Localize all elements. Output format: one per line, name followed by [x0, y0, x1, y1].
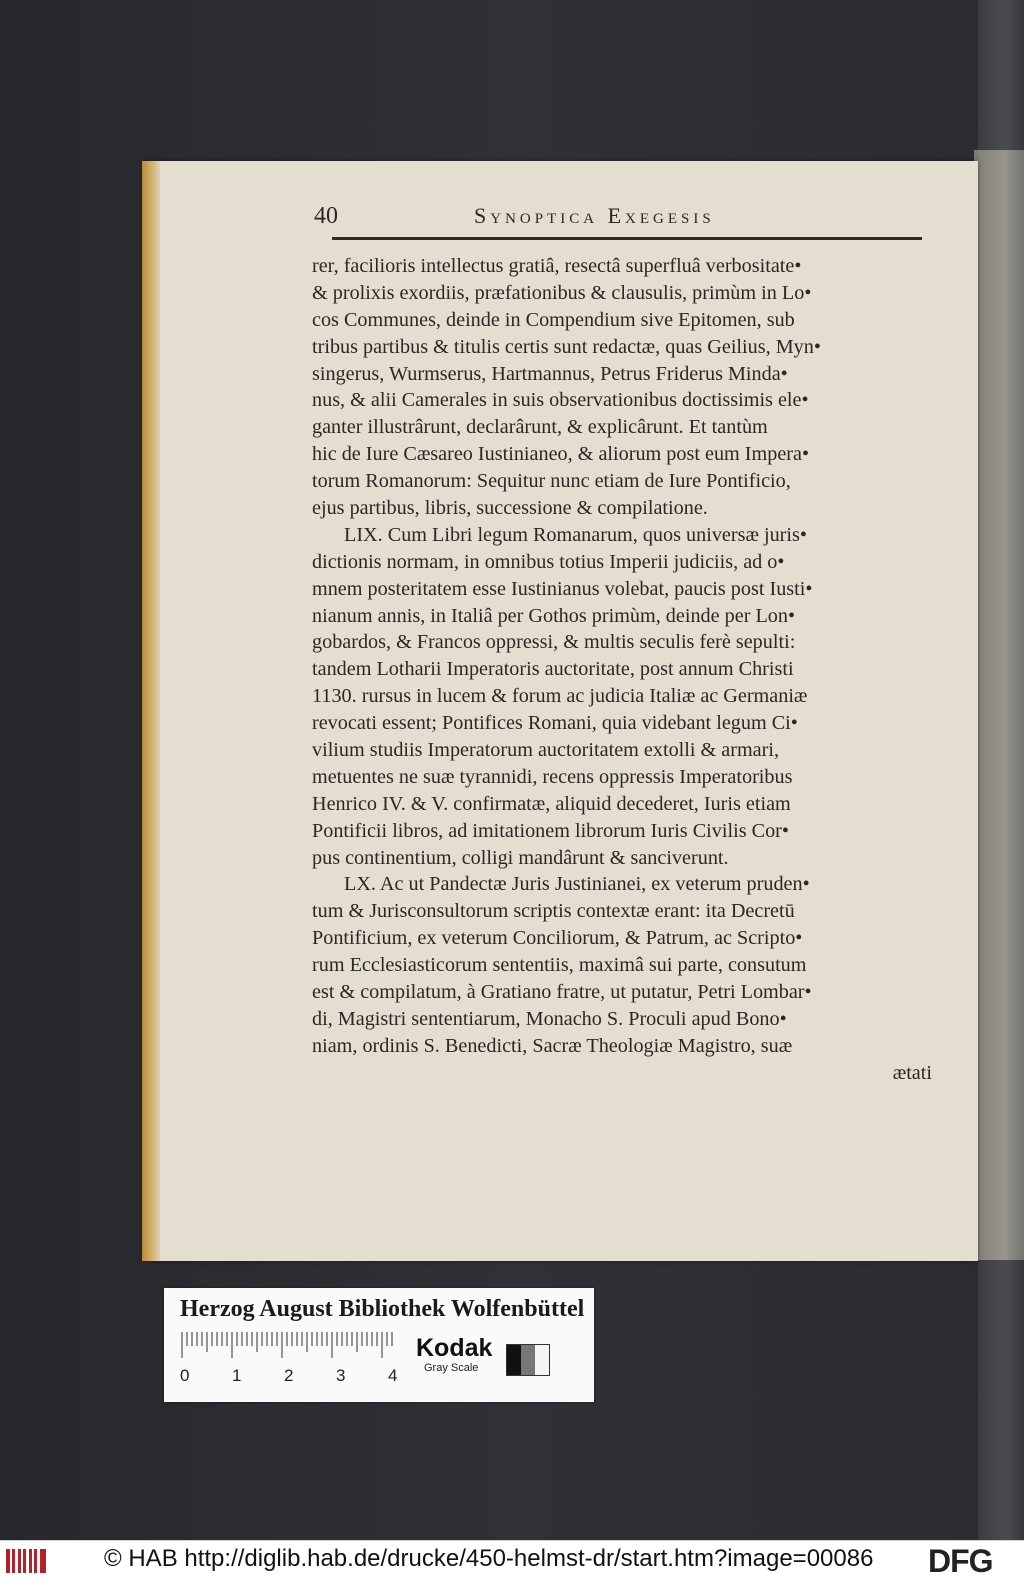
gray-scale-patch	[506, 1344, 550, 1376]
text-line: tum & Jurisconsultorum scriptis contextæ erant: ita Decretū	[312, 900, 795, 923]
ruler-number: 2	[284, 1366, 294, 1385]
text-line: mnem posteritatem esse Iustinianus volebat, paucis post Iusti•	[312, 577, 813, 600]
running-head	[314, 201, 924, 231]
ruler-number: 0	[180, 1366, 190, 1385]
running-head-title: Synoptica Exegesis	[474, 203, 715, 228]
text-line: tribus partibus & titulis certis sunt redactæ, quas Geilius, Myn•	[312, 335, 821, 358]
gray-step-mid	[521, 1345, 535, 1375]
book-page	[142, 161, 978, 1261]
dfg-logo: DFG	[928, 1543, 993, 1579]
text-line: Pontificium, ex veterum Conciliorum, & Patrum, ac Scripto•	[312, 927, 803, 950]
gray-step-white	[535, 1345, 549, 1375]
text-line: niam, ordinis S. Benedicti, Sacræ Theologiæ Magistro, suæ	[312, 1034, 793, 1057]
text-line: revocati essent; Pontifices Romani, quia videbant legum Ci•	[312, 712, 798, 735]
text-line: nianum annis, in Italiâ per Gothos primùm, deinde per Lon•	[312, 604, 796, 627]
copyright-link[interactable]: © HAB http://diglib.hab.de/drucke/450-helmst-dr/start.htm?image=00086	[104, 1545, 874, 1572]
text-line: & prolixis exordiis, præfationibus & clausulis, primùm in Lo•	[312, 281, 812, 304]
ruler-number: 3	[336, 1366, 346, 1385]
barcode-icon	[4, 1545, 48, 1577]
text-line: di, Magistri sententiarum, Monacho S. Proculi apud Bono•	[312, 1007, 787, 1030]
facing-page-edge	[974, 150, 1024, 1260]
text-line: tandem Lotharii Imperatoris auctoritate, post annum Christi	[312, 658, 794, 681]
text-line: vilium studiis Imperatorum auctoritatem extolli & armari,	[312, 739, 780, 762]
ruler-number: 1	[232, 1366, 242, 1385]
text-line: ejus partibus, libris, successione & compilatione.	[312, 497, 708, 520]
footer-bar	[0, 1540, 1024, 1583]
body-text	[312, 253, 932, 1087]
text-line: ganter illustrârunt, declarârunt, & explicârunt. Et tantùm	[312, 416, 768, 439]
text-line: gobardos, & Francos oppressi, & multis seculis ferè sepulti:	[312, 631, 796, 654]
text-line: metuentes ne suæ tyrannidi, recens oppressis Imperatoribus	[312, 765, 793, 788]
text-line: nus, & alii Camerales in suis observationibus doctissimis ele•	[312, 389, 809, 412]
text-line: rer, facilioris intellectus gratiâ, resectâ superfluâ verbositate•	[312, 255, 802, 277]
page-gilt-edge	[142, 161, 160, 1261]
kodak-logo: Kodak	[416, 1334, 493, 1362]
text-line: rum Ecclesiasticorum sententiis, maximâ sui parte, consutum	[312, 954, 807, 977]
text-line: Pontificii libros, ad imitationem librorum Iuris Civilis Cor•	[312, 819, 789, 842]
measurement-ruler	[180, 1332, 400, 1385]
page-number: 40	[314, 203, 338, 229]
kodak-subtitle: Gray Scale	[424, 1362, 479, 1374]
text-line: dictionis normam, in omnibus totius Imperii judiciis, ad o•	[312, 550, 785, 573]
text-line: LIX. Cum Libri legum Romanarum, quos universæ juris•	[344, 523, 807, 546]
text-line: 1130. rursus in lucem & forum ac judicia Italiæ ac Germaniæ	[312, 685, 808, 708]
text-line: cos Communes, deinde in Compendium sive Epitomen, sub	[312, 308, 795, 331]
gray-step-black	[507, 1345, 521, 1375]
text-line: pus continentium, colligi mandârunt & sanciverunt.	[312, 846, 729, 869]
color-scale-card	[164, 1288, 594, 1402]
text-line: torum Romanorum: Sequitur nunc etiam de Iure Pontificio,	[312, 470, 791, 493]
header-rule	[332, 237, 922, 240]
ruler-ticks-icon	[180, 1332, 400, 1362]
text-line: hic de Iure Cæsareo Iustinianeo, & aliorum post eum Impera•	[312, 443, 810, 466]
text-line: singerus, Wurmserus, Hartmannus, Petrus Friderus Minda•	[312, 362, 788, 385]
text-line: Henrico IV. & V. confirmatæ, aliquid decederet, Iuris etiam	[312, 792, 791, 815]
library-name: Herzog August Bibliothek Wolfenbüttel	[180, 1296, 585, 1322]
text-line: LX. Ac ut Pandectæ Juris Justinianei, ex veterum pruden•	[344, 873, 810, 896]
text-line: est & compilatum, à Gratiano fratre, ut putatur, Petri Lombar•	[312, 981, 812, 1004]
ruler-number: 4	[388, 1366, 398, 1385]
catchword: ætati	[892, 1061, 932, 1084]
